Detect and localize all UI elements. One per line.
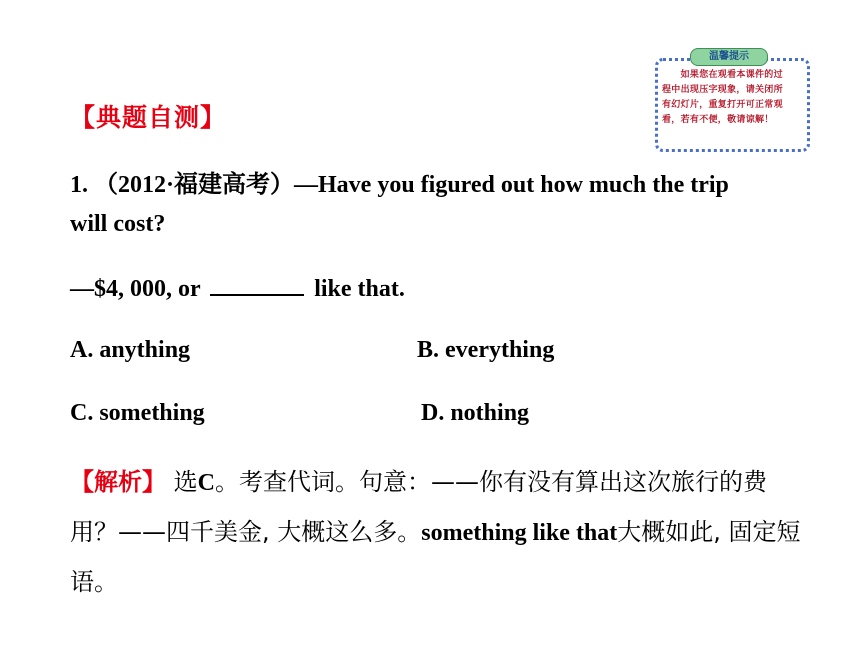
option-d: D. nothing [421,400,530,426]
analysis-phrase: something like that [421,520,618,546]
option-c: C. something [70,400,205,426]
answer-suffix: like that. [308,276,405,302]
question-stem-line1: 1. （2012·福建高考）—Have you figured out how much the trip [70,172,729,198]
tip-line: 如果您在观看本课件的过 [662,70,783,80]
option-b: B. everything [417,337,555,363]
answer-line [70,274,405,303]
analysis-tag: 【解析】 [70,468,166,496]
tip-line: 有幻灯片，重复打开可正常观 [662,100,783,110]
analysis-text-5: , 固定短语。 [70,518,801,596]
section-heading: 【典题自测】 [70,103,227,132]
analysis-choice: C [197,470,215,496]
answer-blank [210,274,304,296]
analysis-text-1: 选 [166,468,198,496]
tip-title: 温馨提示 [690,48,768,66]
tip-text [662,68,802,128]
analysis-paragraph [70,458,806,608]
tip-line: 看，若有不便，敬请谅解！ [662,115,774,125]
analysis-text-2: 。考查代词。句意：——你有没有算出这次旅行的费用？——四千美金 [70,468,767,546]
analysis-text-3: , 大概这么多。 [262,518,422,546]
answer-prefix: —$4, 000, or [70,276,207,302]
analysis-text-4: 大概如此 [617,518,714,546]
option-a: A. anything [70,337,191,363]
question-stem-line2: will cost? [70,211,166,237]
tip-line: 程中出现压字现象，请关闭所 [662,85,783,95]
